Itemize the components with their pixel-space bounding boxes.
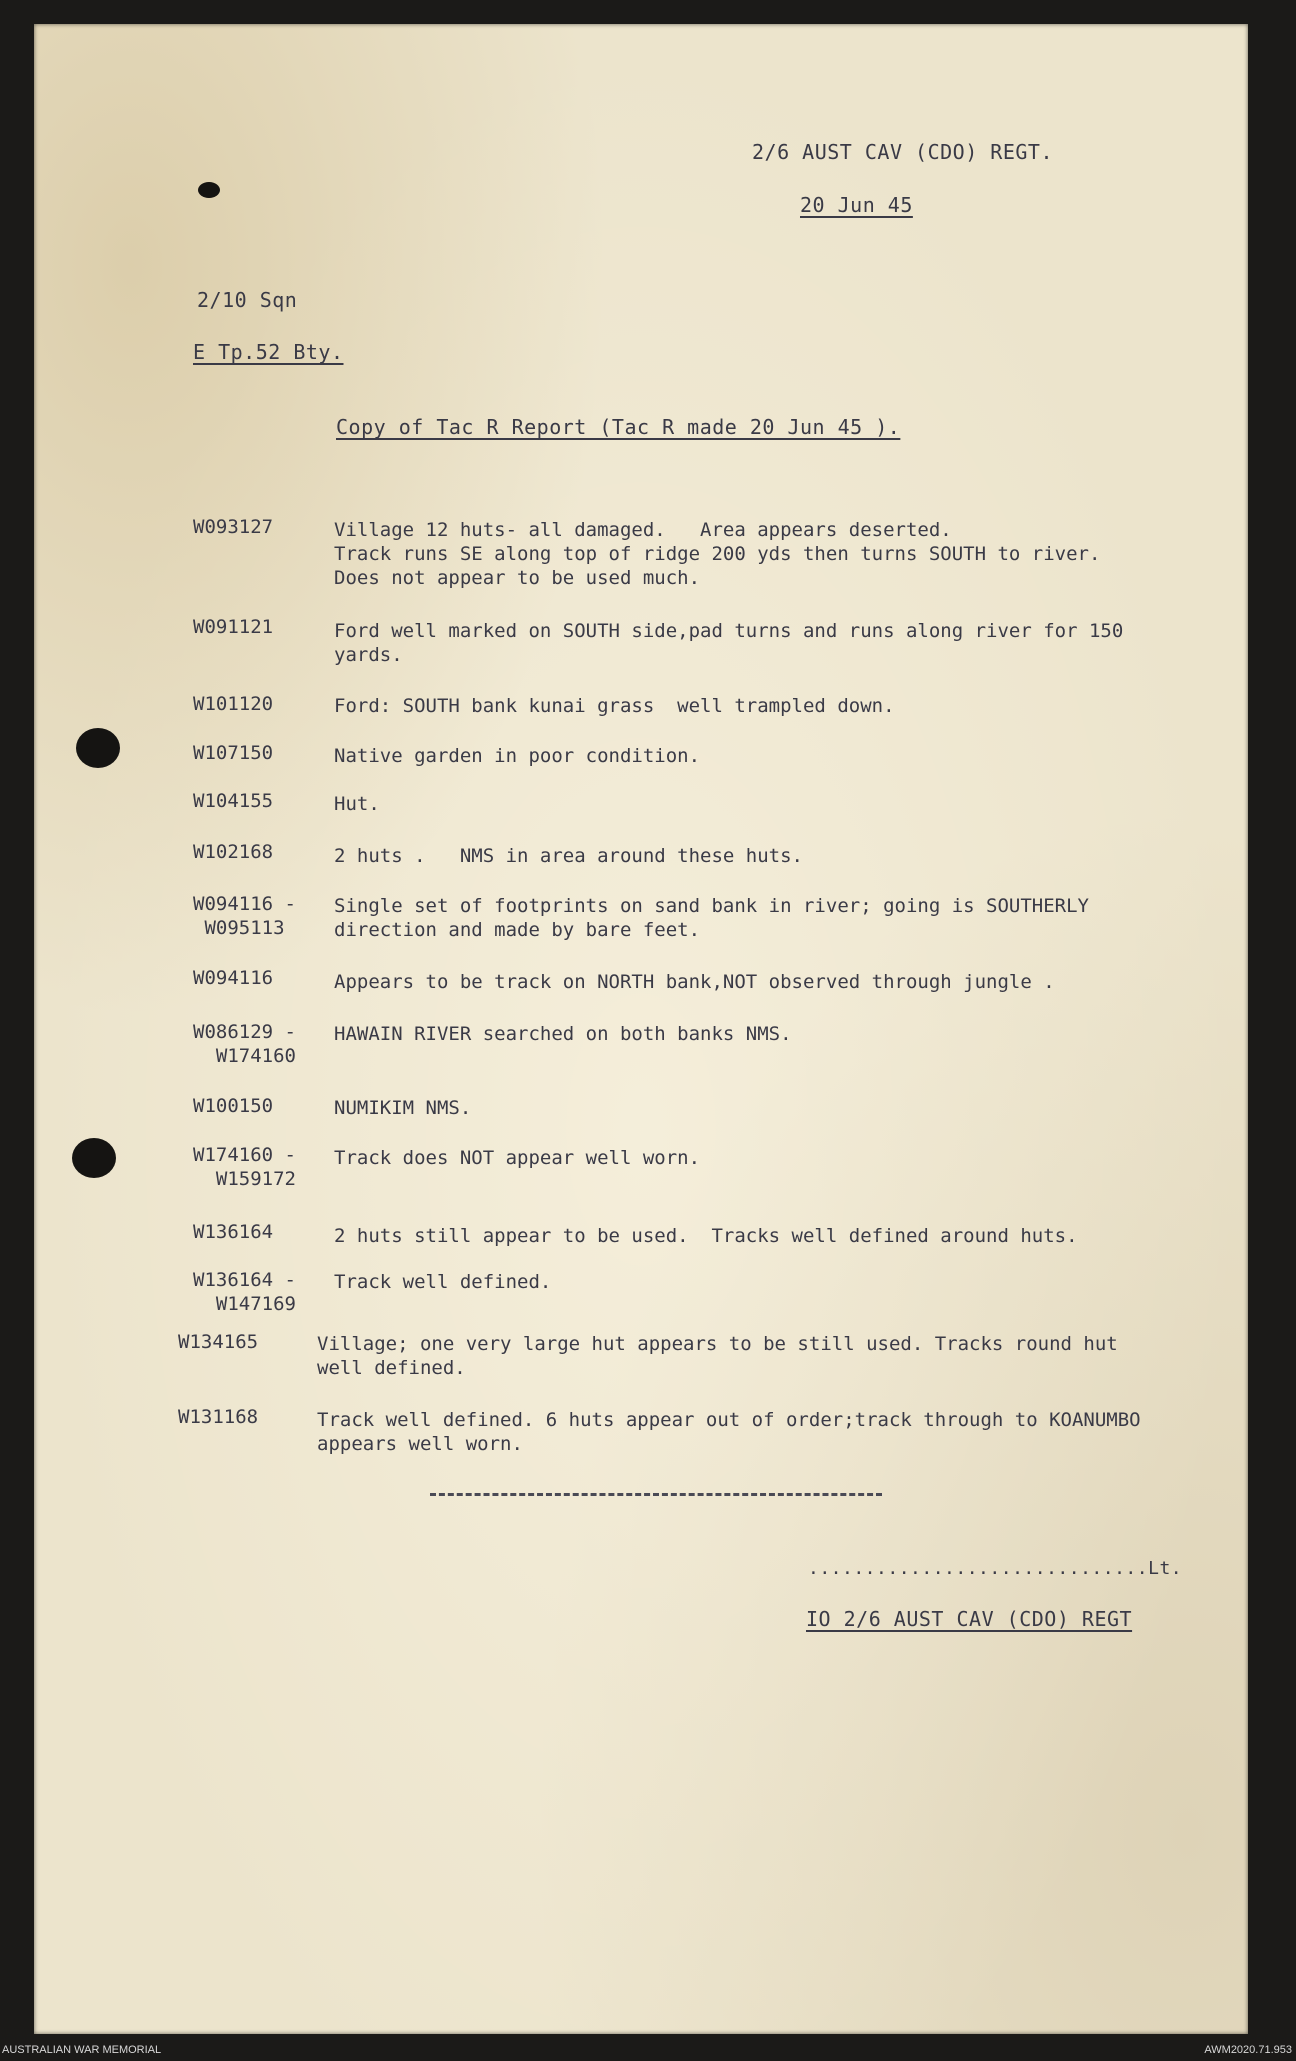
grid-ref: W136164 — [193, 1221, 274, 1243]
entry-text: Village 12 huts- all damaged. Area appears deserted. Track runs SE along top of ridge 200 yds then turns SOUTH to river. Does not appear to be used much. — [334, 519, 1101, 589]
entry-text: Hut. — [334, 793, 380, 815]
entry-text: Track well defined. — [334, 1271, 552, 1293]
signatory-title: IO 2/6 AUST CAV (CDO) REGT — [806, 1607, 1133, 1631]
unit-heading: 2/6 AUST CAV (CDO) REGT. — [752, 140, 1053, 164]
entry-text: Village; one very large hut appears to be still used. Tracks round hut well defined. — [317, 1333, 1118, 1379]
grid-ref: W101120 — [193, 693, 274, 715]
grid-ref: W100150 — [193, 1095, 274, 1117]
grid-ref: W094116 — [193, 967, 274, 989]
punch-hole-upper — [76, 728, 120, 768]
grid-ref: W174160 - W159172 — [193, 1144, 296, 1190]
signature-line: ..............................Lt. — [808, 1558, 1183, 1579]
entry-text: Single set of footprints on sand bank in river; going is SOUTHERLY direction and made by bare feet. — [334, 895, 1089, 941]
grid-ref: W093127 — [193, 516, 274, 538]
grid-ref: W086129 - W174160 — [193, 1021, 296, 1067]
grid-ref: W131168 — [178, 1406, 259, 1428]
addressee-battery: E Tp.52 Bty. — [193, 340, 344, 364]
entry-text: Native garden in poor condition. — [334, 745, 701, 767]
grid-ref: W104155 — [193, 790, 274, 812]
grid-ref: W136164 - W147169 — [193, 1269, 296, 1315]
entry-text: Ford: SOUTH bank kunai grass well trampled down. — [334, 695, 895, 717]
archive-credit: AUSTRALIAN WAR MEMORIAL — [2, 2044, 162, 2056]
grid-ref: W094116 - W095113 — [193, 893, 296, 939]
grid-ref: W102168 — [193, 841, 274, 863]
end-of-report-rule — [430, 1493, 882, 1496]
entry-text: Track well defined. 6 huts appear out of order;track through to KOANUMBO appears well worn. — [317, 1409, 1141, 1455]
edge-tear-mark — [198, 182, 220, 198]
entry-text: 2 huts . NMS in area around these huts. — [334, 845, 803, 867]
entry-text: NUMIKIM NMS. — [334, 1097, 472, 1119]
entry-text: Appears to be track on NORTH bank,NOT observed through jungle . — [334, 971, 1055, 993]
punch-hole-lower — [72, 1138, 116, 1178]
entry-text: Ford well marked on SOUTH side,pad turns and runs along river for 150 yards. — [334, 620, 1124, 666]
archive-reference: AWM2020.71.953 — [1204, 2044, 1292, 2056]
entry-text: HAWAIN RIVER searched on both banks NMS. — [334, 1023, 792, 1045]
addressee-squadron: 2/10 Sqn — [197, 288, 298, 312]
grid-ref: W091121 — [193, 616, 274, 638]
grid-ref: W107150 — [193, 742, 274, 764]
report-title: Copy of Tac R Report (Tac R made 20 Jun 45 ). — [336, 415, 901, 439]
entry-text: Track does NOT appear well worn. — [334, 1147, 701, 1169]
entry-text: 2 huts still appear to be used. Tracks well defined around huts. — [334, 1225, 1078, 1247]
report-date: 20 Jun 45 — [800, 193, 913, 217]
grid-ref: W134165 — [178, 1331, 259, 1353]
